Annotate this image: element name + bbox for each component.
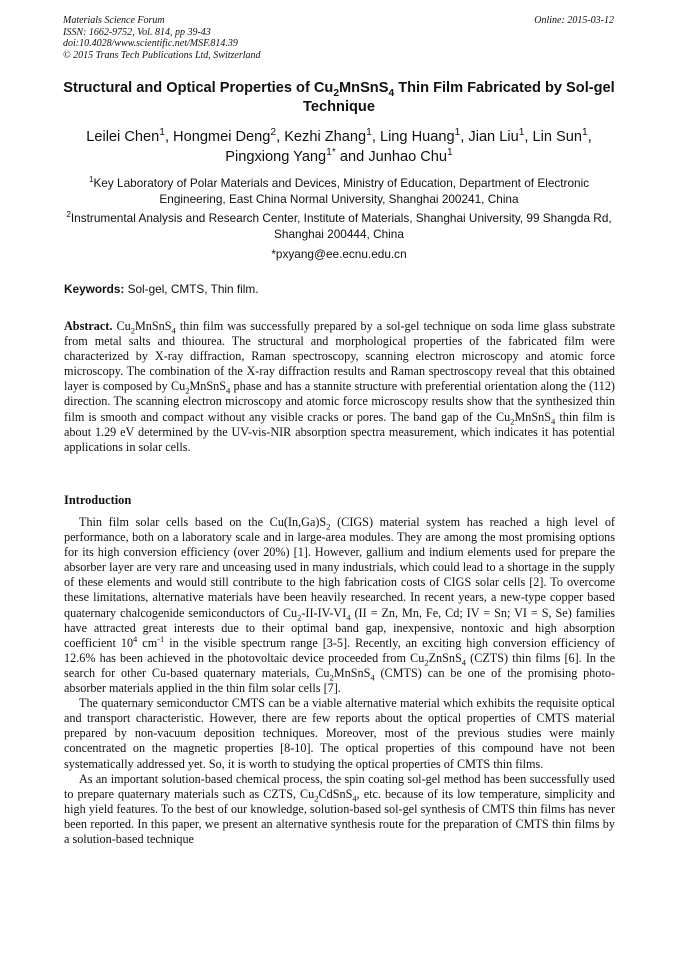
author-separator: ,: [164, 129, 174, 145]
title-subscript-1: 2: [333, 87, 339, 99]
text-run: MnSnS: [514, 409, 552, 424]
journal-issn: ISSN: 1662-9752, Vol. 814, pp 39-43: [63, 26, 211, 38]
section-heading-introduction: Introduction: [64, 493, 132, 507]
author-affiliation-mark: 1: [518, 127, 525, 139]
text-run: (II = Zn, Mn, Fe, Cd; IV = Sn; VI = S, Se) families have attracted great interests due to their optimal band gap, inexpensive, nontoxic and high absorption coefficient 10: [64, 605, 615, 650]
subscript: 4: [171, 325, 176, 336]
paragraph: [64, 515, 615, 696]
subscript: 4: [370, 672, 375, 683]
text-run: As an important solution-based chemical process, the spin coating sol-gel method has been successfully used to prepare quaternary materials such as CZTS, Cu: [64, 771, 615, 801]
author-separator: ,: [276, 129, 285, 145]
affiliation-number: 2: [66, 210, 71, 220]
text-run: , etc. because of its low temperature, simplicity and high yield features. To the best of our knowledge, solution-based sol-gel synthesis of CMTS thin films has never been reported. In this paper, we present an alternative synthesis route for the preparation of CMTS thin films by a solution-based technique: [64, 786, 615, 846]
author-affiliation-mark: 1: [454, 127, 461, 139]
author: Lin Sun: [532, 129, 583, 145]
author-affiliation-mark: 1: [366, 127, 372, 139]
abstract: [64, 319, 615, 455]
title-text-2: MnSnS: [339, 80, 389, 96]
title-subscript-2: 4: [388, 87, 395, 99]
paragraph: [64, 772, 615, 847]
author-affiliation-mark: 1: [582, 127, 588, 139]
online-date: Online: 2015-03-12: [534, 15, 614, 26]
author-affiliation-mark: 1*: [326, 147, 336, 159]
text-run: phase and has a stannite structure with preferential orientation along the (112) direction. The scanning electron microscopy and atomic force microscopy results show that the synthesized thin film is smooth and compact without any visible cracks or pores. The band gap of the Cu: [64, 379, 615, 424]
author-separator: ,: [460, 129, 469, 145]
text-run: (CIGS) material system has reached a high level of performance, both on a laboratory scale and in large-area modules. They are among the most promising options for its high conversion efficiency (over 20%) [1]. However, gallium and indium elements used for prepare the absorber layer are very rare and unceasing used in many industrials, which could lead to a shortage in the supply of these elements and would still contribute to the high fabrication costs of CIGS solar cells [2]. To overcome these limitations, alternative materials have been heavily researched. In recent years, a new-type copper based quaternary chalcogenide semiconductors of Cu: [64, 515, 615, 620]
text-run: Thin film solar cells based on the Cu(In,Ga)S: [79, 515, 327, 529]
subscript: 4: [551, 416, 556, 426]
author-affiliation-mark: 1: [159, 127, 165, 139]
text-run: (CZTS) thin films [6]. In the search for other Cu-based quaternary materials, Cu: [64, 650, 615, 680]
author: Ling Huang: [379, 129, 455, 145]
text-run: Cu: [112, 319, 131, 333]
title-text-3: Thin Film Fabricated by Sol-gel Technique: [303, 80, 615, 115]
author: Hongmei Deng: [173, 129, 271, 145]
title-text-1: Structural and Optical Properties of Cu: [63, 80, 334, 96]
text-run: cm: [137, 635, 158, 650]
journal-info: [63, 15, 261, 61]
text-run: thin film was successfully prepared by a sol-gel technique on soda lime glass substrate from metal salts and thiourea. The structural and morphological properties of the fabricated film were characterized by X-ray diffraction, Raman spectroscopy, scanning electron microscopy and atomic force microscopy. The combination of the X-ray diffraction results and Raman spectroscopy reveal that this obtained layer is composed by Cu: [64, 319, 615, 394]
author-affiliation-mark: 2: [270, 127, 277, 139]
author: Kezhi Zhang: [284, 129, 367, 145]
author-affiliation-mark: 1: [447, 147, 453, 159]
author: Leilei Chen: [86, 129, 160, 145]
abstract-body: [64, 319, 615, 454]
affiliation-text: Instrumental Analysis and Research Center, Institute of Materials, Shanghai University, 99 Shangda Rd, Shanghai 200444, China: [70, 211, 612, 241]
affiliation-number: 1: [88, 175, 94, 185]
subscript: 2: [185, 385, 190, 396]
subscript: 2: [130, 325, 135, 336]
paragraph: [64, 696, 615, 771]
affiliation-2: [55, 211, 623, 242]
text-run: -II-IV-VI: [301, 605, 347, 620]
journal-copyright: © 2015 Trans Tech Publications Ltd, Switzerland: [63, 49, 261, 61]
subscript: 2: [297, 612, 302, 622]
journal-name: Materials Science Forum: [63, 15, 165, 26]
text-run: MnSnS: [134, 319, 172, 333]
subscript: 2: [329, 672, 334, 683]
subscript: 4: [226, 385, 231, 396]
keywords-text: Sol-gel, CMTS, Thin film.: [124, 282, 259, 296]
subscript: 4: [346, 612, 351, 622]
text-run: CdSnS: [318, 786, 353, 801]
subscript: 2: [510, 416, 515, 426]
author: Pingxiong Yang: [225, 149, 327, 165]
text-run: MnSnS: [333, 665, 371, 680]
author-separator: ,: [371, 129, 380, 145]
introduction-body: [64, 515, 615, 847]
author-separator: ,: [524, 129, 533, 145]
subscript: 2: [314, 793, 319, 804]
superscript: -1: [157, 633, 165, 644]
text-run: ZnSnS: [428, 650, 462, 665]
author: Junhao Chu: [368, 149, 448, 165]
affiliation-text: Key Laboratory of Polar Materials and Devices, Ministry of Education, Department of Electronic Engineering, East China Normal University, Shanghai 200241, China: [93, 176, 590, 206]
superscript: 4: [133, 633, 138, 644]
author-separator: ,: [587, 129, 592, 145]
text-run: thin film is about 1.29 eV determined by the UV-vis-NIR absorption spectra measurement, which indicates it has potential applications in solar cells.: [64, 409, 615, 454]
author: Jian Liu: [468, 129, 519, 145]
text-run: MnSnS: [189, 379, 227, 394]
keywords: [64, 282, 258, 296]
affiliation-1: [55, 176, 623, 207]
abstract-label: Abstract.: [64, 319, 113, 333]
paper-title: [40, 79, 638, 117]
keywords-label: Keywords:: [64, 282, 125, 296]
subscript: 4: [352, 793, 357, 804]
text-run: in the visible spectrum range [3-5]. Recently, an exciting high conversion efficiency of 12.6% has been achieved in the photovoltaic device proceeded from Cu: [64, 635, 615, 665]
subscript: 2: [326, 521, 331, 532]
subscript: 4: [461, 657, 467, 668]
author-list: [40, 127, 638, 167]
text-run: The quaternary semiconductor CMTS can be a viable alternative material which exhibits the requisite optical and transport characteristic. However, there are few reports about the optical properties of CMTS material prepared by non-vacuum deposition techniques. Moreover, most of the previous studies were mainly concentrated on the magnetic properties [8-10]. The optical properties of this compound have not been systematically addressed yet. So, it is worth to studying the optical properties of CMTS thin films.: [64, 696, 615, 771]
corresponding-email: *pxyang@ee.ecnu.edu.cn: [271, 247, 407, 261]
subscript: 2: [424, 657, 429, 668]
journal-doi: doi:10.4028/www.scientific.net/MSF.814.39: [63, 38, 238, 49]
author-separator: and: [335, 149, 369, 165]
text-run: (CMTS) can be one of the promising photo-absorber materials applied in the thin film solar cells [7].: [64, 665, 615, 696]
